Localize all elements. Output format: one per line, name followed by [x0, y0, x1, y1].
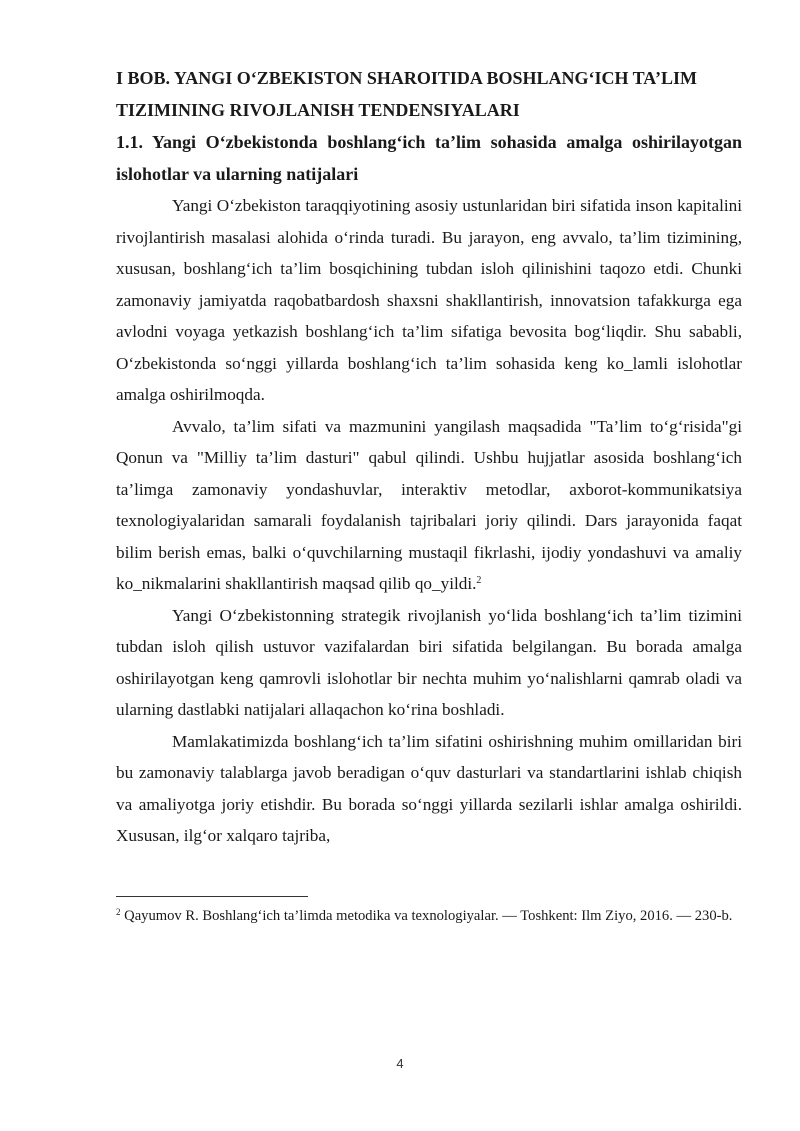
footnote-divider [116, 896, 308, 897]
paragraph-4: Mamlakatimizda boshlang‘ich ta’lim sifatini oshirishning muhim omillaridan biri bu zamonaviy talablarga javob beradigan o‘quv dasturlari va standartlarini ishlab chiqish va amaliyotga joriy etishdir. Bu borada so‘nggi yillarda sezilarli ishlar amalga oshirildi. Xususan, ilg‘or xalqaro tajriba, [116, 731, 742, 845]
footnote-marker: 2 [116, 907, 121, 917]
page-number: 4 [396, 1056, 404, 1071]
footnote-reference[interactable]: 2 [476, 575, 482, 586]
footnote-text: Qayumov R. Boshlang‘ich ta’limda metodika va texnologiyalar. — Toshkent: Ilm Ziyo, 2016. — 230-b. [120, 908, 733, 924]
chapter-heading: I BOB. YANGI O‘ZBEKISTON SHAROITIDA BOSHLANG‘ICH TA’LIM TIZIMINING RIVOJLANISH TENDENSIYALARI [116, 68, 697, 120]
paragraph-2-text: Avvalo, ta’lim sifati va mazmunini yangilash maqsadida "Ta’lim to‘g‘risida"gi Qonun va "Milliy ta’lim dasturi" qabul qilindi. Ushbu hujjatlar asosida boshlang‘ich ta’limga zamonaviy yondashuvlar, interaktiv metodlar, axborot-kommunikatsiya texnologiyalaridan samarali foydalanish tajribalari joriy qilindi. Dars jarayonida faqat bilim berish emas, balki o‘quvchilarning mustaqil fikrlashi, ijodiy yondashuvi va amaliy ko_nikmalarini shakllantirish maqsad qilib qo_yildi. [116, 416, 742, 593]
paragraph-3: Yangi O‘zbekistonning strategik rivojlanish yo‘lida boshlang‘ich ta’lim tizimini tubdan isloh qilish ustuvor vazifalardan biri sifatida belgilangan. Bu borada amalga oshirilayotgan keng qamrovli islohotlar bir nechta muhim yo‘nalishlarni qamrab oladi va ularning dastlabki natijalari allaqachon ko‘rina boshladi. [116, 605, 742, 719]
paragraph-2 [116, 411, 742, 600]
footnote [116, 902, 742, 931]
paragraph-1: Yangi O‘zbekiston taraqqiyotining asosiy ustunlaridan biri sifatida inson kapitalini rivojlantirish masalasi alohida o‘rinda turadi. Bu jarayon, eng avvalo, ta’lim tizimining, xususan, boshlang‘ich ta’lim bosqichining tubdan isloh qilinishini taqozo etdi. Chunki zamonaviy jamiyatda raqobatbardosh shaxsni shakllantirish, innovatsion tafakkurga ega avlodni voyaga yetkazish boshlang‘ich ta’lim sifatiga bevosita bog‘liqdir. Shu sababli, O‘zbekistonda so‘nggi yillarda boshlang‘ich ta’lim sohasida keng ko_lamli islohotlar amalga oshirilmoqda. [116, 196, 742, 404]
page-body [116, 62, 742, 852]
section-heading: 1.1. Yangi O‘zbekistonda boshlang‘ich ta’lim sohasida amalga oshirilayotgan islohotlar va ularning natijalari [116, 132, 742, 184]
